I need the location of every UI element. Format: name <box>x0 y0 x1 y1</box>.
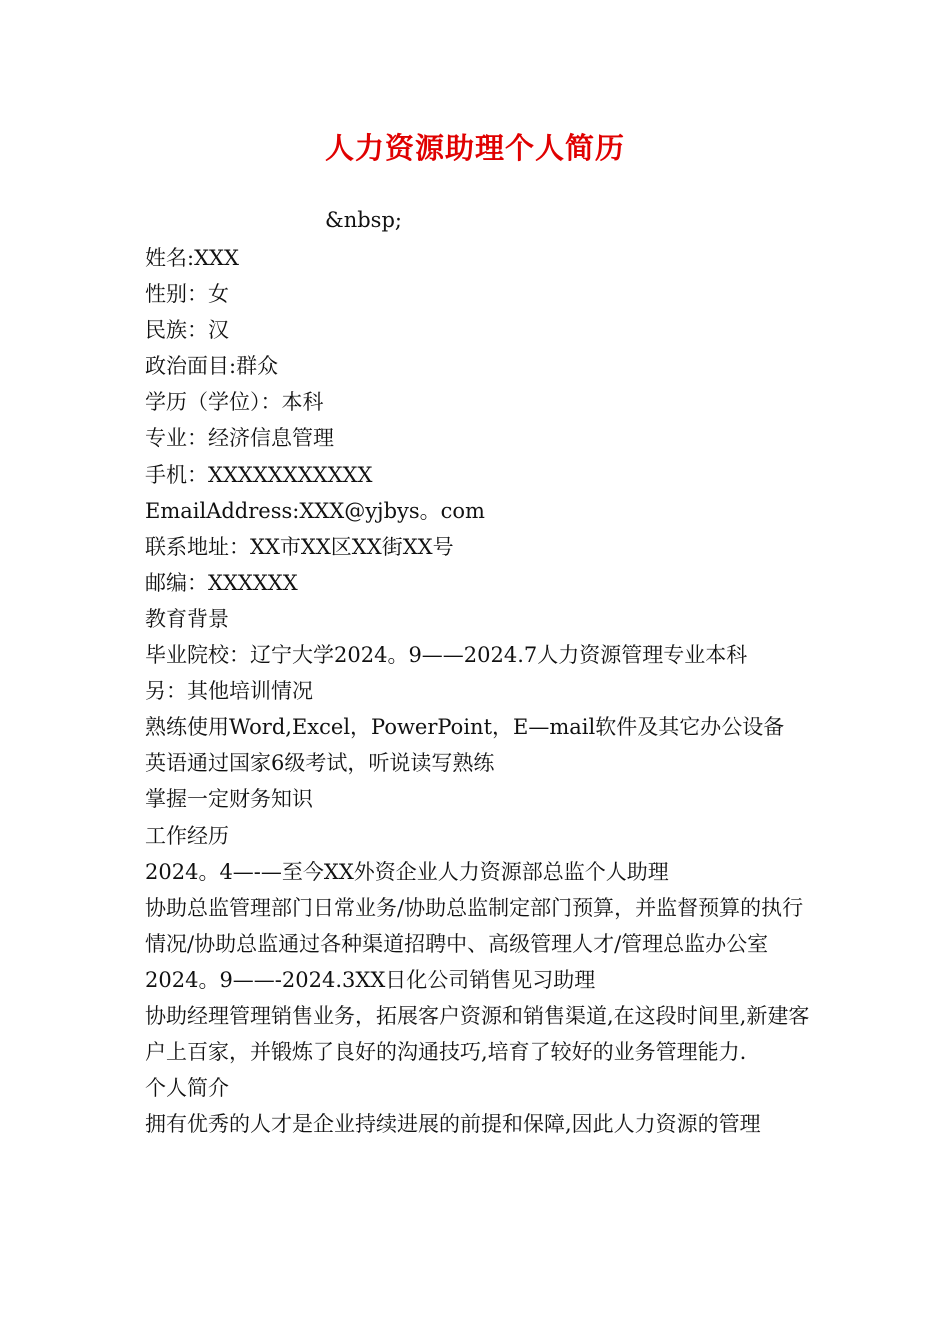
nbsp-text: &nbsp; <box>325 208 402 232</box>
english-skills-line: 英语通过国家6级考试，听说读写熟练 <box>145 751 495 776</box>
document-body <box>145 240 810 1142</box>
work-experience-heading: 工作经历 <box>145 823 229 848</box>
gender-line: 性别：女 <box>145 282 229 307</box>
postcode-line: 邮编：XXXXXX <box>145 570 298 595</box>
document-title: 人力资源助理个人简历 <box>324 131 625 165</box>
education-heading: 教育背景 <box>145 606 229 631</box>
name-line: 姓名:XXX <box>145 246 239 270</box>
job2-line: 2024。9——-2024.3XX日化公司销售见习助理 <box>145 967 596 992</box>
job1-description: 协助总监管理部门日常业务/协助总监制定部门预算，并监督预算的执行情况/协助总监通过各种渠道招聘中、高级管理人才/管理总监办公室 <box>145 895 804 956</box>
school-line: 毕业院校：辽宁大学2024。9——2024.7人力资源管理专业本科 <box>145 643 748 668</box>
job2-description: 协助经理管理销售业务，拓展客户资源和销售渠道,在这段时间里,新建客户上百家，并锻炼了良好的沟通技巧,培育了较好的业务管理能力. <box>145 1003 810 1065</box>
political-status-line: 政治面目:群众 <box>145 354 279 379</box>
education-degree-line: 学历（学位）：本科 <box>145 390 324 415</box>
ethnicity-line: 民族：汉 <box>145 318 229 343</box>
email-line: EmailAddress:XXX@yjbys。com <box>145 498 485 523</box>
training-line: 另：其他培训情况 <box>145 679 313 704</box>
intro-heading: 个人简介 <box>145 1076 229 1101</box>
software-skills-line: 熟练使用Word,Excel，PowerPoint，E—mail软件及其它办公设备 <box>145 715 785 740</box>
major-line: 专业：经济信息管理 <box>145 426 334 451</box>
address-line: 联系地址：XX市XX区XX街XX号 <box>145 534 454 559</box>
finance-skills-line: 掌握一定财务知识 <box>145 787 313 812</box>
job1-line: 2024。4—-—至今XX外资企业人力资源部总监个人助理 <box>145 859 669 884</box>
intro-paragraph: 拥有优秀的人才是企业持续进展的前提和保障,因此人力资源的管理 <box>145 1112 761 1137</box>
phone-line: 手机：XXXXXXXXXXX <box>145 462 373 487</box>
